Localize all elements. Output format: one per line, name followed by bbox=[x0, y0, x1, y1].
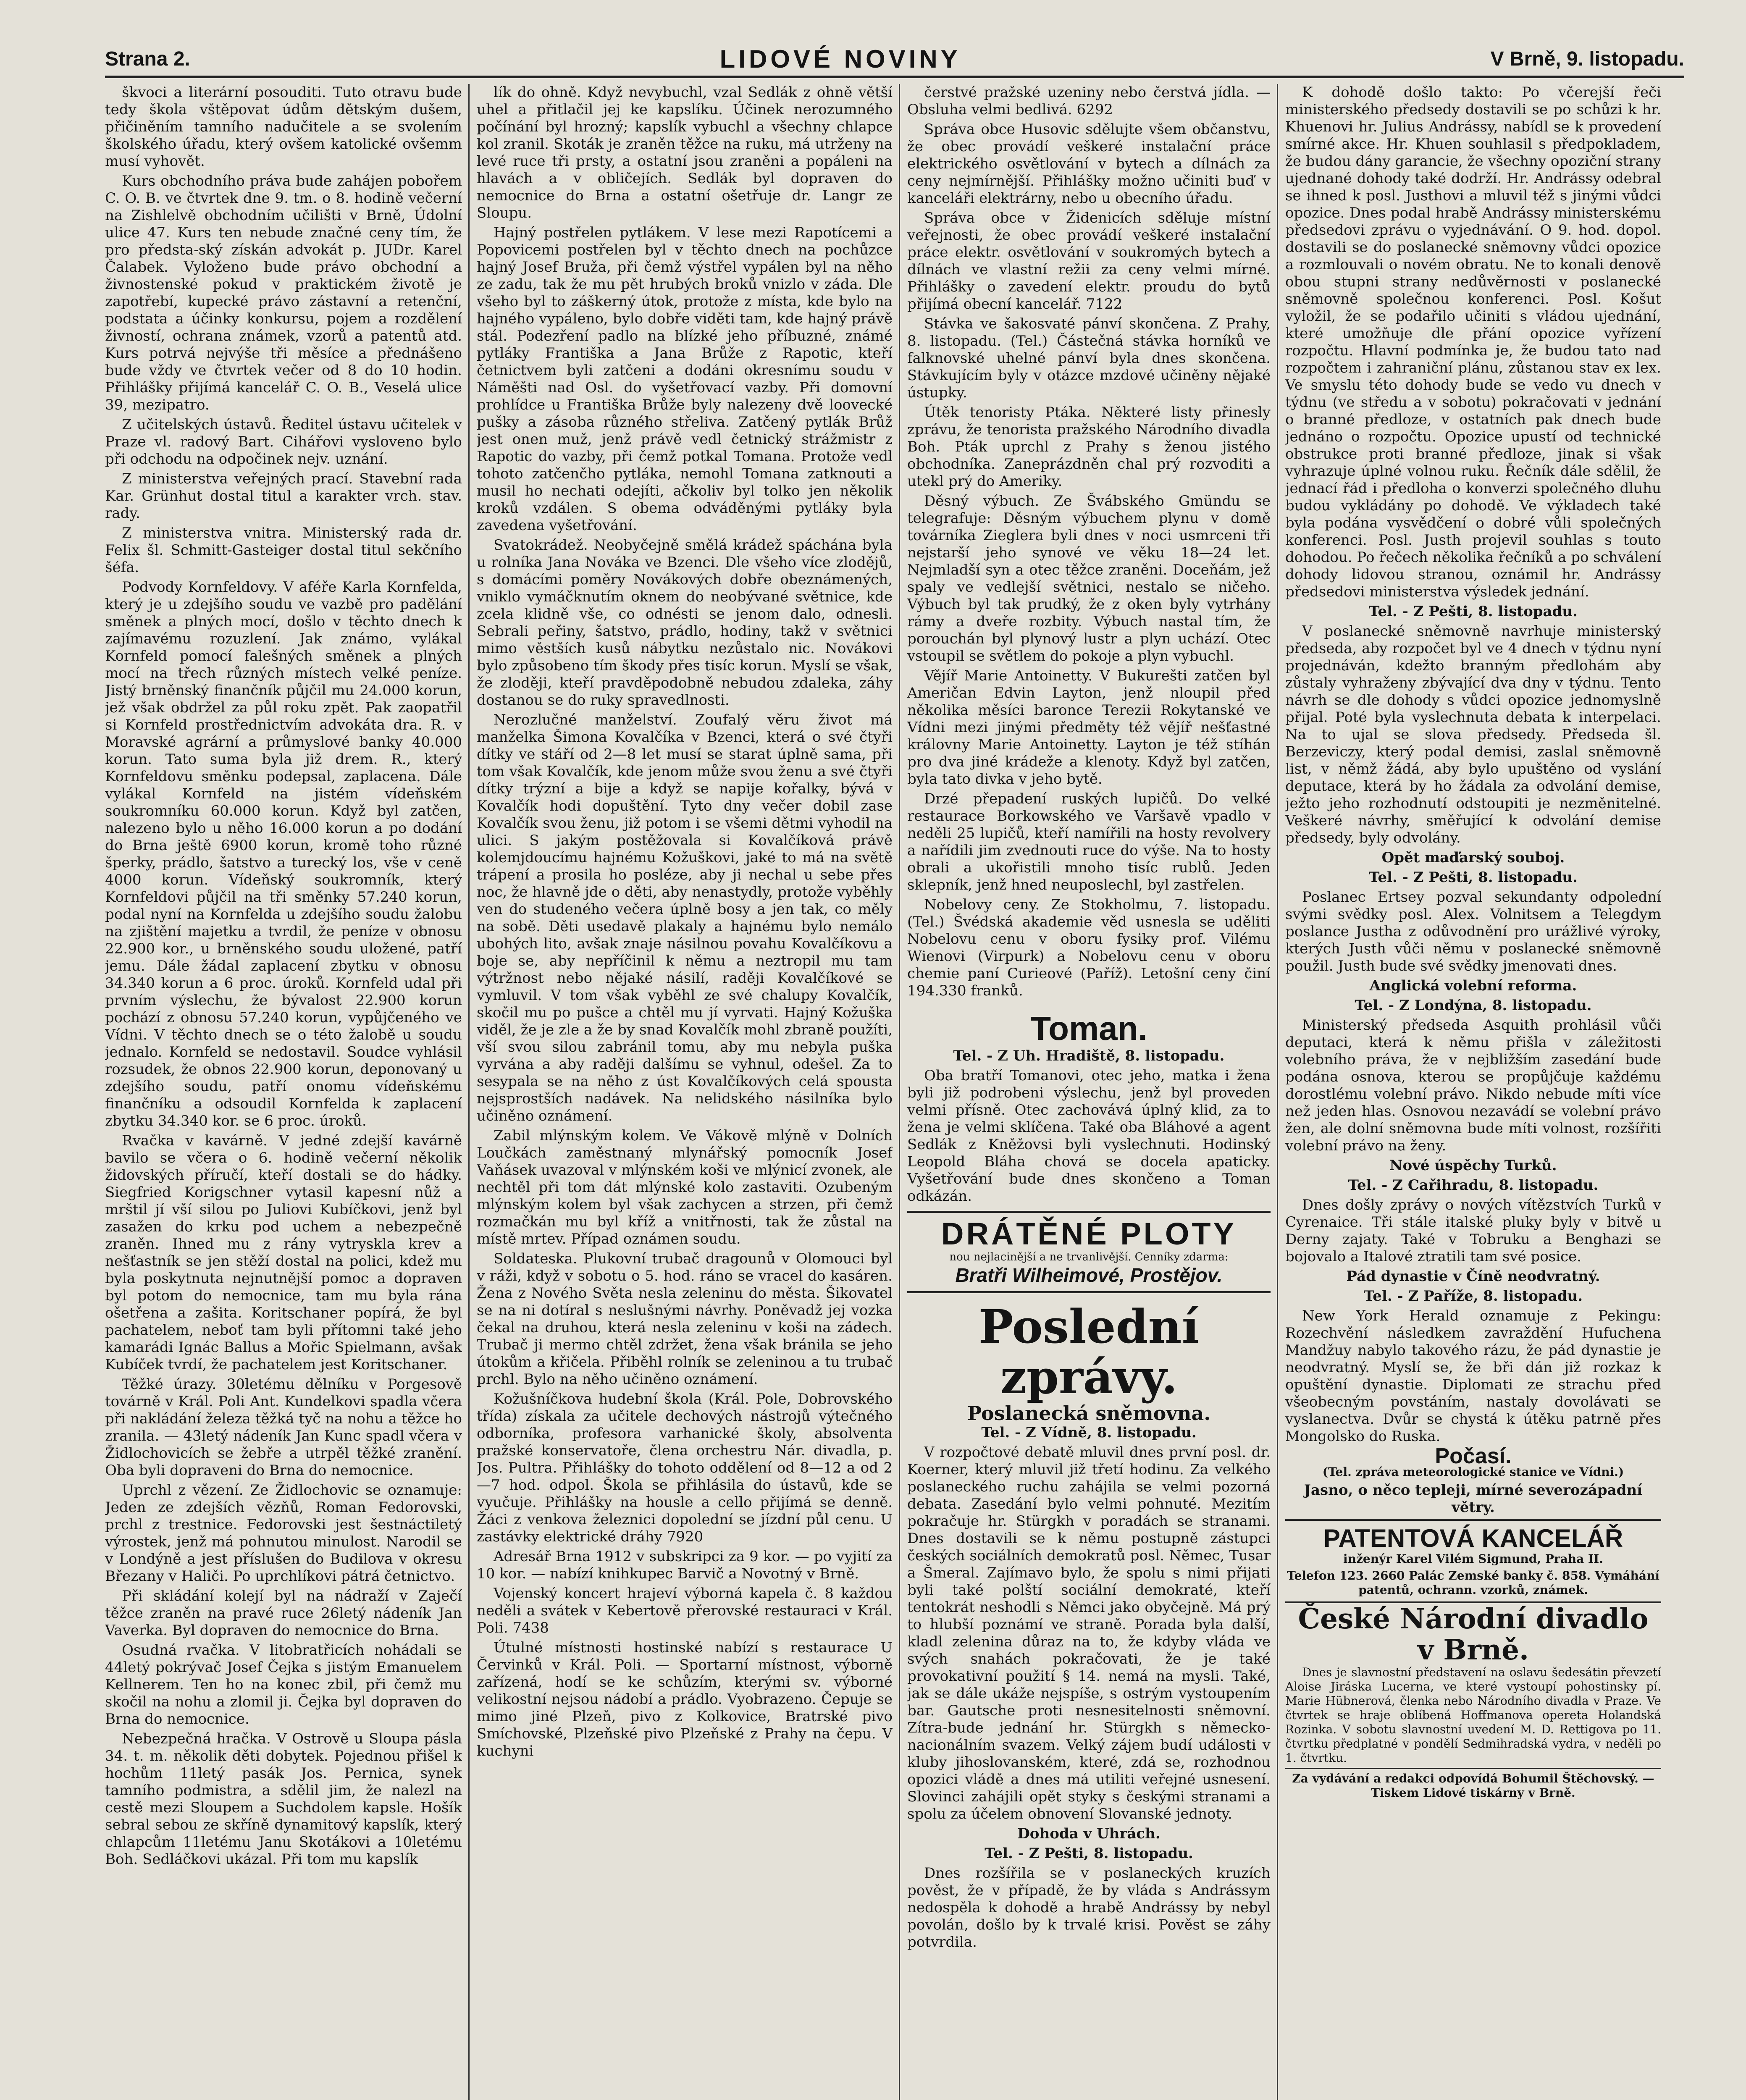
article-headline: Dohoda v Uhrách. bbox=[1017, 1825, 1160, 1842]
column-4 bbox=[1285, 84, 1661, 2100]
article: Drzé přepadení ruských lupičů. Do velké restaurace Borkowského ve Varšavě vpadlo v neděli 25 lupičů, kteří namířili na hosty revolvery a nařídili jim zvednouti ruce do výše. Na to hosty obrali a ukořistili mnoho tisíc rublů. Jeden sklepník, jenž hned neuposlechl, byl zastřelen. bbox=[907, 790, 1271, 893]
dateline: Tel. - Z Pešti, 8. listopadu. bbox=[1369, 603, 1578, 620]
article: lík do ohně. Když nevybuchl, vzal Sedlák z ohně větší uhel a přitlačil jej ke kapslíku. Účinek nerozumného počínání byl hrozný; kapslík vybuchl a všechny chlapce kol zranil. Skoták je zraněn těžce na ruku, má utrženy na levé ruce tři prsty, a ostatní jsou zraněni a popáleni na hlavách a v obličejích. Sedlák byl dopraven do nemocnice do Brna a ostatní ošetřuje dr. Langr ze Sloupu. bbox=[477, 84, 893, 221]
dateline: Tel. - Z Pešti, 8. listopadu. bbox=[1369, 869, 1578, 886]
dateline: Tel. - Z Paříže, 8. listopadu. bbox=[1363, 1288, 1583, 1305]
weather-headline: Počasí. bbox=[1435, 1444, 1512, 1468]
article: V poslanecké sněmovně navrhuje ministerský předseda, aby rozpočet byl ve 4 dnech v týdnu nyní projednáván, kdežto branným předlohám aby zůstaly vyhraženy zbývající dva dny v týdnu. Tento návrh se dle dohody s vůdci opozice jednomyslně přijal. Poté byla vyslechnuta debata k interpelaci. Na to ujal se slova předsedy. Předseda šl. Berzeviczy, který podal demisi, zaslal sněmovně list, v němž žádá, aby bylo upuštěno od vyslání deputace, která by ho žádala za odvolání demise, ježto jeho rozhodnutí odstoupiti je nezměnitelné. Veškeré návrhy, směřující k odvolání demise předsedy, byly odvolány. bbox=[1285, 623, 1661, 846]
article: Zabil mlýnským kolem. Ve Vákově mlýně v Dolních Loučkách zaměstnaný mlynářský pomocník Josef Vaňásek uvazoval v mlýnském koši ve mlýnicí zvonek, ale nechtěl při tom dát mlýnské kolo zastaviti. Ozubeným mlýnským kolem byl však zachycen a strzen, při čemž rozmačkán mu byl kříž a vnitřnosti, tak že zůstal na místě mrtev. Případ oznámen soudu. bbox=[477, 1127, 893, 1247]
column-2 bbox=[477, 84, 893, 2100]
ad-headline: DRÁTĚNÉ PLOTY bbox=[941, 1216, 1237, 1251]
issue-date: V Brně, 9. listopadu. bbox=[1490, 47, 1684, 70]
article: Adresář Brna 1912 v subskripci za 9 kor. — po vyjití za 10 kor. — nabízí knihkupec Barvič a Novotný v Brně. bbox=[477, 1548, 893, 1582]
dateline: Tel. - Z Vídně, 8. listopadu. bbox=[981, 1424, 1197, 1441]
imprint: Za vydávání a redakci odpovídá Bohumil Štěchovský. — Tiskem Lidové tiskárny v Brně. bbox=[1285, 1768, 1661, 1800]
article-headline: Opět maďarský souboj. bbox=[1381, 849, 1565, 866]
patent-office-ad-owner: inženýr Karel Vilém Sigmund, Praha II. bbox=[1343, 1552, 1603, 1566]
patent-office-ad-title: PATENTOVÁ KANCELÁŘ bbox=[1285, 1519, 1661, 1552]
theatre-programme: Dnes je slavnostní představení na oslavu šedesátin převzetí Aloise Jiráska Lucerna, ve které vystoupí pohostinsky pí. Marie Hübnerová, členka nebo Národního divadla v Praze. Ve čtvrtek se hraje oblíbená Hoffmanova opereta Holandská Rozinka. V sobotu slavnostní uvedení M. D. Rettigova po 11. čtvrtku předplatné v pondělí Sedmihradská vydra, v neděli po 1. čtvrtku. bbox=[1285, 1665, 1661, 1765]
weather-forecast: Jasno, o něco tepleji, mírné severozápadní větry. bbox=[1304, 1482, 1643, 1516]
article: Děsný výbuch. Ze Švábského Gmündu se telegrafuje: Děsným výbuchem plynu v domě továrníka Zieglera byli dnes v noci usmrceni tři nejstarší jeho synové ve věku 18—24 let. Nejmladší syn a otec těžce zraněni. Doceňám, jež spaly ve vedlejší světnici, nestalo se ničeho. Výbuch byl tak prudký, že z oken byly vytrhány rámy a dveře rozbity. Výbuch nastal tím, že porouchán byl plynový lustr a plyn uchází. Otec vstoupil se světlem do pokoje a plyn vybuchl. bbox=[907, 493, 1271, 664]
theatre-headline: České Národní divadlo v Brně. bbox=[1285, 1601, 1661, 1665]
article: Kurs obchodního práva bude zahájen pobořem C. O. B. ve čtvrtek dne 9. tm. o 8. hodině večerní na Zishlelvě obchodním učilišti v Brně, Údolní ulice 47. Kurs ten nebude značné ceny tím, že pro předsta-ský získán advokát p. JUDr. Karel Čalabek. Vyloženo bude právo obchodní a živnostenské pokud v praktickém životě je zapotřebí, kupecké právo zástavní a retenční, podstata a účinky konkursu, pojem a rozdělení živností, ochrana známek, vzorů a patentů atd. Kurs potrvá nejvýše tři měsíce a přednášeno bude vždy ve čtvrtek večer od 8 do 10 hodin. Přihlášky přijímá kancelář C. O. B., Veselá ulice 39, mezipatro. bbox=[105, 173, 462, 413]
article: čerstvé pražské uzeniny nebo čerstvá jídla. — Obsluha velmi bedlivá. 6292 bbox=[907, 84, 1271, 118]
column-divider bbox=[899, 84, 900, 2100]
section-subheadline: Poslanecká sněmovna. bbox=[967, 1402, 1211, 1425]
article: Oba bratří Tomanovi, otec jeho, matka i žena byli již podrobeni výslechu, jenž byl proveden velmi přísně. Otec zachovává úplný klid, za to žena je velmi sklíčena. Také oba Bláhové a agent Sedlák z Kněžovsi byli vyslechnuti. Hodinský Leopold Bláha chová se docela apaticky. Vyšetřování bude dnes skončeno a Toman odkázán. bbox=[907, 1067, 1271, 1205]
article: Stávka ve šakosvaté pánví skončena. Z Prahy, 8. listopadu. (Tel.) Částečná stávka horníků ve falknovské uhelné pánví byla dnes skončena. Stávkujícím byly v otázce mzdové učiněny nějaké ústupky. bbox=[907, 315, 1271, 401]
article: Při skládání kolejí byl na nádraží v Zaječí těžce zraněn na pravé ruce 26letý nádeník Jan Vaverka. Byl dopraven do nemocnice do Brna. bbox=[105, 1588, 462, 1639]
article: Podvody Kornfeldovy. V aféře Karla Kornfelda, který je u zdejšího soudu ve vazbě pro padělání směnek a plných mocí, došlo v těchto dnech k zajímavému rozuzlení. Jak známo, vylákal Kornfeld pomocí falešných směnek a plných mocí na třech různých místech velké peníze. Jistý brněnský finančník půjčil mu 24.000 korun, jež však obdržel za půl roku zpět. Pak zaopatřil si Kornfeld prostřednictvím advokáta dra. R. v Moravské agrární a průmyslové banky 40.000 korun. Tato suma byla již drem. R., který Kornfeldovu směnku podepsal, zaplacena. Dále vylákal Kornfeld na jistém vídeňském soukromníku 60.000 korun. Když byl zatčen, nalezeno bylo u něho 16.000 korun a po dodání do Brna ještě 6900 korun, kromě toho různé šperky, prádlo, šatstvo a turecký los, vše v ceně 4000 korun. Vídeňský soukromník, který Kornfeldovi půjčil na tři směnky 57.240 korun, podal nyní na Kornfelda u zdejšího soudu žalobu na zjištění majetku a tvrdil, že peníze v obnosu 22.900 kor., u brněnského soudu uložené, patří jemu. Dále žádal zaplacení zbytku v obnosu 34.340 korun a 6 proc. úroků. Kornfeld udal při prvním výslechu, že bývalost 22.900 korun pochází z obnosu 57.240 korun, vypůjčeného ve Vídni. V těchto dnech se o této žalobě u soudu jednalo. Kornfeld se nedostavil. Soudce vyhlásil rozsudek, že obnos 22.900 korun, deponovaný u zdejšího soudu, patří onomu vídeňskému finančníku a odsoudil Kornfelda k zaplacení zbytku 34.340 kor. se 6 proc. úroků. bbox=[105, 579, 462, 1129]
masthead: LIDOVÉ NOVINY bbox=[719, 45, 961, 73]
dateline: Tel. - Z Uh. Hradiště, 8. listopadu. bbox=[953, 1047, 1225, 1064]
article: Správa obce v Židenicích sděluje místní veřejnosti, že obec provádí veškeré instalační práce elektr. osvětlování v soukromých bytech a dílnách ve vlastní režii za ceny velmi mírné. Přihlášky o zavedení elektr. proudu do bytů přijímá obecní kancelář. 7122 bbox=[907, 210, 1271, 312]
article: Nerozlučné manželství. Zoufalý věru život má manželka Šimona Kovalčíka v Bzenci, která o své čtyři dítky ve stáří od 2—8 let musí se starat úplně sama, při tom však Kovalčík, kde jenom může svou ženu a své čtyři dítky trýzní a bije a když se napije kořalky, bývá v Kovalčík hodi dopuštění. Tyto dny večer dobil zase Kovalčík svou ženu, již potom i se všemi dětmi vyhodil na ulici. S jakým postěžovala si Kovalčíková právě kolemjdoucímu hajnému Kožuškovi, jaké to má na světě trápení a prosila ho posléze, aby ji nechal u sebe přes noc, že hlavně jde o děti, aby nenastydly, protože vyběhly ven do studeného večera úplně bosy a jen tak, co měly na sobě. Děti usedavě plakaly a hajnému bylo nemálo ubohých lito, avšak znaje násilnou povahu Kovalčíkovu a boje se, aby nepříčinil k němu a neztropil mu tam výtržnost nebo nějaké násilí, raději Kovalčíkové se vymluvil. V tom však vyběhl ze své chalupy Kovalčík, skočil mu po pušce a chtěl mu jí vyrvati. Hajný Kožuška viděl, že je zle a že by snad Kovalčík mohl zbraně použíti, vší svou silou zabránil tomu, aby mu nebyla puška vyrvána a aby raději dalšímu se vyhnul, odešel. Za to sesypala se na něho z úst Kovalčíkových celá spousta nejsprostších nadávek. Na nelidského násilníka bylo učiněno oznámení. bbox=[477, 711, 893, 1124]
article: Vojenský koncert hrajeví výborná kapela č. 8 každou neděli a svátek v Kebertově přerovské restauraci v Král. Poli. 7438 bbox=[477, 1585, 893, 1636]
article: Útulné místnosti hostinské nabízí s restaurace U Červinků v Král. Poli. — Sportarní místnost, výborně zařízená, hodí se ke schůzím, kterými sv. výborné velikostní nejsou nádobí a prádlo. Vyobrazeno. Čepuje se mimo jiné Plzeň, pivo z Kolkovice, Bratrské pivo Smíchovské, Plzeňské pivo Plzeňské z Prahy na čepu. V kuchyni bbox=[477, 1639, 893, 1759]
article: Poslanec Ertsey pozval sekundanty odpolední svými svědky posl. Alex. Volnitsem a Telegdym poslance Justha z odůvodnění pro urážlivé výroky, kterých Justh vůči němu v poslanecké sněmovně použil. Justh bude své svědky jmenovati dnes. bbox=[1285, 889, 1661, 974]
article: Kožušníčkova hudební škola (Král. Pole, Dobrovského třída) získala za učitele dechových nástrojů výtečného odborníka, profesora varhanické školy, absolventa pražské konservatoře, člena orchestru Nár. divadla, p. Jos. Pultra. Přihlášky do tohoto oddělení od 8—12 a od 2—7 hod. odpol. Škola se přihlásila do ústavů, kde se vyučuje. Přihlášky na housle a cello přijímá se denně. Žáci z venkova železnici dopolední se jízdní půl cenu. U zastávky elektrické dráhy 7920 bbox=[477, 1391, 893, 1545]
column-1 bbox=[105, 84, 462, 2100]
article: Útěk tenoristy Ptáka. Některé listy přinesly zprávu, že tenorista pražského Národního divadla Boh. Pták uprchl z Prahy s ženou jistého obchodníka. Zaneprázdněn chal prý rozvoditi a utekl prý do Ameriky. bbox=[907, 404, 1271, 490]
article: Osudná rvačka. V litobratřicích nohádali se 44letý pokrývač Josef Čejka s jistým Emanuelem Kellnerem. Ten ho na konec zbil, při čemž mu skočil na nohu a zlomil ji. Čejka byl dopraven do Brna do nemocnice. bbox=[105, 1642, 462, 1727]
latest-news-headline: Poslední zprávy. bbox=[978, 1299, 1200, 1404]
page-header bbox=[105, 42, 1684, 78]
article: Rvačka v kavárně. V jedné zdejší kavárně bavilo se včera o 6. hodině večerní několik židovských příručí, kteří dostali se do hádky. Siegfried Korigschner vytasil kapesní nůž a mrštil jí vší silou po Juliovi Kubíčkovi, jenž byl zasažen do krku pod uchem a nebezpečně zraněn. Ihned mu z rány vytryskla krev a nešťastník se jen stěží dostal na polici, kdež mu byla poskytnuta nejnutnější pomoc a dopraven byl potom do nemocnice, tam mu byla rána ošetřena a zašita. Koritschaner popírá, že byl pachatelem, neboť tam byli přítomni také jeho kamarádi Ignác Ballus a Mořic Spielmann, avšak Kubíček tvrdí, že pachatelem jest Koritschaner. bbox=[105, 1132, 462, 1373]
ad-company: Bratři Wilheimové, Prostějov. bbox=[955, 1264, 1223, 1286]
article: Hajný postřelen pytlákem. V lese mezi Rapotícemi a Popovicemi postřelen byl v těchto dnech na pochůzce hajný Josef Bruža, při čemž výstřel vypálen byl na něho ze zadu, tak že mu pět hrubých broků vnizlo v záda. Dle všeho byl to záškerný útok, protože z místa, kde bylo na hajného vypáleno, bylo dobře viděti tam, kde hajný právě stál. Podezření padlo na blízké jeho příbuzné, známé pytláky Františka a Jana Brůže z Rapotic, kteří četnictvem byli zatčeni a dodáni okresnímu soudu v Náměšti nad Osl. do vyšetřovací vazby. Při domovní prohlídce u Františka Brůže byly nalezeny dvě loovecké pušky a zásoba různého střeliva. Zatčený pytlák Brůž jest onen muž, jenž právě vedl četnický strážmistr z Rapotic do vazby, při čemž potkal Tomana. Protože vedl tohoto zatčenčho pytláka, nemohl Tomana zatknouti a musil ho nechati odejíti, ačkoliv byl tolko jen několik kroků vzdálen. S obema odváděnými pytláky byla zavedena vyšetřování. bbox=[477, 224, 893, 534]
article: Svatokrádež. Neobyčejně smělá krádež spáchána byla u rolníka Jana Nováka ve Bzenci. Dle všeho více zlodějů, s domácími poměry Novákových dobře obeznámených, vniklo vymáčknutím oknem do neobývané světnice, kde zcela klidně vše, co odnésti se jenom dalo, odnesli. Sebrali peřiny, šatstvo, prádlo, hodiny, takž v světnici mimo věstších kusů nábytku nezůstalo nic. Novákovi bylo způsobeno tím škody přes tisíc korun. Myslí se však, že zloději, kteří pravděpodobně nebudou zdaleka, záhy dostanou se do ruky spravedlnosti. bbox=[477, 537, 893, 709]
dateline: Tel. - Z Londýna, 8. listopadu. bbox=[1355, 997, 1592, 1014]
article: Uprchl z vězení. Ze Židlochovic se oznamuje: Jeden ze zdejších vězňů, Roman Fedorovski, prchl z trestnice. Fedorovski jest šestnáctiletý výrostek, jenž má pohnutou minulost. Narodil se v Londýně a jest příslušen do Budilova v okresu Březany v Haliči. Po uprchlíkovi pátrá četnictvo. bbox=[105, 1482, 462, 1585]
column-3 bbox=[907, 84, 1271, 2100]
column-divider bbox=[468, 84, 470, 2100]
article-headline: Anglická volební reforma. bbox=[1369, 977, 1577, 994]
article: Nebezpečná hračka. V Ostrově u Sloupa pásla 34. t. m. několik děti dobytek. Pojednou přišel k hochům 11letý pasák Jos. Pernica, synek tamního podmistra, a sdělil jim, že nalezl na cestě mezi Sloupem a Suchdolem kapsle. Hošík sebral sebou ze skříně dynamitový kapslík, který chlapcům 11letému Janu Skotákovi a 10letému Boh. Sedláčkovi ukázal. Při tom mu kapslík bbox=[105, 1730, 462, 1868]
article: Vějíř Marie Antoinetty. V Bukurešti zatčen byl Američan Edvin Layton, jenž nloupil před několika měsíci baronce Terezii Rokytanské ve Vídni mezi jinými předměty též vějíř nešťastné královny Marie Antoinetty. Layton je též stíhán pro dva jiné krádeže a klenoty. Když byl zatčen, byla tato divka v jeho bytě. bbox=[907, 667, 1271, 788]
article: Dnes došly zprávy o nových vítězstvích Turků v Cyrenaice. Tři stále italské pluky byly v bitvě u Derny zajaty. Také v Tobruku a Benghazi se bojovalo a Italové ztratili tam své posice. bbox=[1285, 1197, 1661, 1265]
patent-office-ad-details: Telefon 123. 2660 Palác Zemské banky č. 858. Vymáhání patentů, ochrann. vzorků, známek. bbox=[1287, 1569, 1660, 1597]
article: Nobelovy ceny. Ze Stokholmu, 7. listopadu. (Tel.) Švédská akademie věd usnesla se uděliti Nobelovu cenu v oboru fysiky prof. Vilému Wienovi (Virpurk) a Nobelovu cenu v oboru chemie paní Curieové (Paříž). Letošní ceny činí 194.330 franků. bbox=[907, 896, 1271, 999]
article: Z ministerstva veřejných prací. Stavební rada Kar. Grünhut dostal titul a karakter vrch. stav. rady. bbox=[105, 470, 462, 522]
article: K dohodě došlo takto: Po včerejší řeči ministerského předsedy dostavili se po schůzi k hr. Khuenovi hr. Julius Andrássy, nabídl se k provedení smírné akce. Hr. Khuen souhlasil s předpokladem, že budou dány garancie, že všechny opoziční strany ujednané dohody také dodrží. Hr. Andrássy odebral se ihned k posl. Justhovi a mluvil též s jinými vůdci opozice. Dnes podal hrabě Andrássy ministerskému předsedovi zprávu o vyjednávání. O 9. hod. dopol. dostavili se do poslanecké sněmovny vůdci opozice a rozmlouvali o novém obratu. Ne to konali denově obou stupni strany nedůvěrnosti v poslanecké sněmovně společnou konferenci. Posl. Košut vyložil, že se podařilo učiniti s vládou ujednání, které umožňuje dle přání opozice vyřízení rozpočtu. Hlavní podmínka je, že budou tato nad rozpočtem i zahraniční plánu, zůstanou stav ex lex. Ve smyslu této dohody bude se vedo vu dnech v týdnu (ve středu a v sobotu) pokračovati v jednání o branné předloze, v ostatních pak dnech bude jednáno o rozpočtu. Opozice upustí od technické obstrukce proti branné předloze, jinak si však vyhrazuje úplné volnou ruku. Řečník dále sdělil, že jednací řád i předloha o konverzi společného dluhu budou vykládány po dohodě. Ve výkladech také byla podána vysvědčení o dobré vůli společných konferenci. Posl. Justh projevil souhlas s touto dohodou. Po řečech několika řečníků a po schválení dohody lidovou stranou, oznámil hr. Andrássy předsedovi ministerstva výsledek jednání. bbox=[1285, 84, 1661, 600]
article: Ministerský předseda Asquith prohlásil vůči deputaci, která k němu přišla v záležitosti volebního práva, že v nejbližším zasedání bude podána osnova, kterou se propůjčuje každému dorostlému volební právo. Nikdo nebude míti více než jeden hlas. Osnovou nezavádí se volební právo žen, ale dolní sněmovna bude míti volnost, rozšířiti volební právo na ženy. bbox=[1285, 1017, 1661, 1154]
dateline: Tel. - Z Pešti, 8. listopadu. bbox=[985, 1845, 1193, 1862]
article: V rozpočtové debatě mluvil dnes první posl. dr. Koerner, který mluvil již třetí hodinu. Za velkého poslaneckého ruchu zahájila se velmi pozorná debata. Zasedání bylo velmi pohnuté. Mezitím pokračuje hr. Stürgkh v poradách se stranami. Dnes dostavili se k němu postupně zástupci českých sociálních demokratů posl. Němec, Tusar a Šmeral. Zajímavo bylo, že spolu s nimi přijati byli také polští sociální demokraté, kteří tentokrát neshodli s Němci jako obyčejně. Má prý to hlubší poznámí ve straně. Porada byla další, kladl zelenina důraz na to, že kdyby vláda ve svých snahách pokračovati, že je také provokativní použití § 14. nemá na mysli. Také, jak se dále ukáže nejspíše, s ostrým vystoupením bar. Gautsche proti nesnesitelnosti sněmovní. Zítra-bude jednání hr. Stürgkh s německo-nacionálním svazem. Velký zájem budí události v kluby jihoslovanském, které, zdá se, rozhodnou opozici vládě a dnes má utiliti veřejné usnesení. Slovinci zahájili opět styky s českými stranami a spolu za účelem obnovení Slovanské jednoty. bbox=[907, 1444, 1271, 1822]
weather-source: (Tel. zpráva meteorologické stanice ve Vídni.) bbox=[1322, 1465, 1624, 1479]
fence-advertisement bbox=[907, 1211, 1271, 1293]
article: Dnes rozšířila se v poslaneckých kruzích pověst, že v případě, že by vláda s Andrássym nedospěla k dohodě a hrabě Andrássy by nebyl povolán, došlo by k trvalé krisi. Pověst se záhy potvrdila. bbox=[907, 1865, 1271, 1950]
article: Z učitelských ústavů. Ředitel ústavu učitelek v Praze vl. radový Bart. Cihářovi vysloveno bylo při odchodu na odpočinek nejv. uznání. bbox=[105, 416, 462, 467]
article: Soldateska. Plukovní trubač dragounů v Olomouci byl v ráži, když v sobotu o 5. hod. ráno se vracel do kasáren. Žena z Nového Světa nesla zeleninu do města. Šikovatel se na ni dotíral s neslušnými návrhy. Poněvadž jej vozka čekal na druhou, která nesla zeleninu v koši na zádech. Trubač ji mermo chtěl zdržet, žena však bránila se jeho útokům a křičela. Přiběhl rolník se zeleninou a tu trubač prchl. Bylo na něho učiněno oznámení. bbox=[477, 1250, 893, 1388]
dateline: Tel. - Z Cařihradu, 8. listopadu. bbox=[1348, 1177, 1599, 1194]
article: Z ministerstva vnitra. Ministerský rada dr. Felix šl. Schmitt-Gasteiger dostal titul sekčního šéfa. bbox=[105, 525, 462, 576]
ad-subline: nou nejlacinější a ne trvanlivější. Cenníky zdarma: bbox=[949, 1251, 1229, 1263]
article-headline: Pád dynastie v Číně neodvratný. bbox=[1346, 1268, 1600, 1285]
article: New York Herald oznamuje z Pekingu: Rozechvění následkem zavraždění Hufuchena Mandžuy nabylo takového rázu, že pád dynastie je neodvratný. Myslí se, že bři dán již rozkaz k opuštění dynastie. Diplomati ze strachu před všeobecným povstáním, nastaly dovolávati se vyslanectva. Dvůr se chystá k útěku patrně přes Mongolsko do Ruska. bbox=[1285, 1307, 1661, 1445]
column-divider bbox=[1277, 84, 1278, 2100]
article: Těžké úrazy. 30letému dělníku v Porgesově továrně v Král. Poli Ant. Kundelkovi spadla včera při nakládání železa těžká tyč na nohu a těžce ho zranila. — 43letý nádeník Jan Kunc spadl včera v Židlochovicích se žebře a utrpěl těžké zranění. Oba byli dopraveni do Brna do nemocnice. bbox=[105, 1376, 462, 1479]
toman-headline: Toman. bbox=[1030, 1010, 1147, 1047]
article: škvoci a literární posouditi. Tuto otravu bude tedy škola vštěpovat údům dětským dušem, přičiněním tamního nadučitele a se svolením školského úřadu, který ovšem katolické ovšemm musí vyhovět. bbox=[105, 84, 462, 170]
article: Správa obce Husovic sdělujte všem občanstvu, že obec provádí veškeré instalační práce elektrického osvětlování v bytech a dílnách za ceny nejmírnější. Přihlášky možno učiniti buď v kanceláři elektrárny, nebo u obecního úřadu. bbox=[907, 121, 1271, 207]
article-headline: Nové úspěchy Turků. bbox=[1389, 1157, 1557, 1174]
page-number: Strana 2. bbox=[105, 47, 190, 70]
